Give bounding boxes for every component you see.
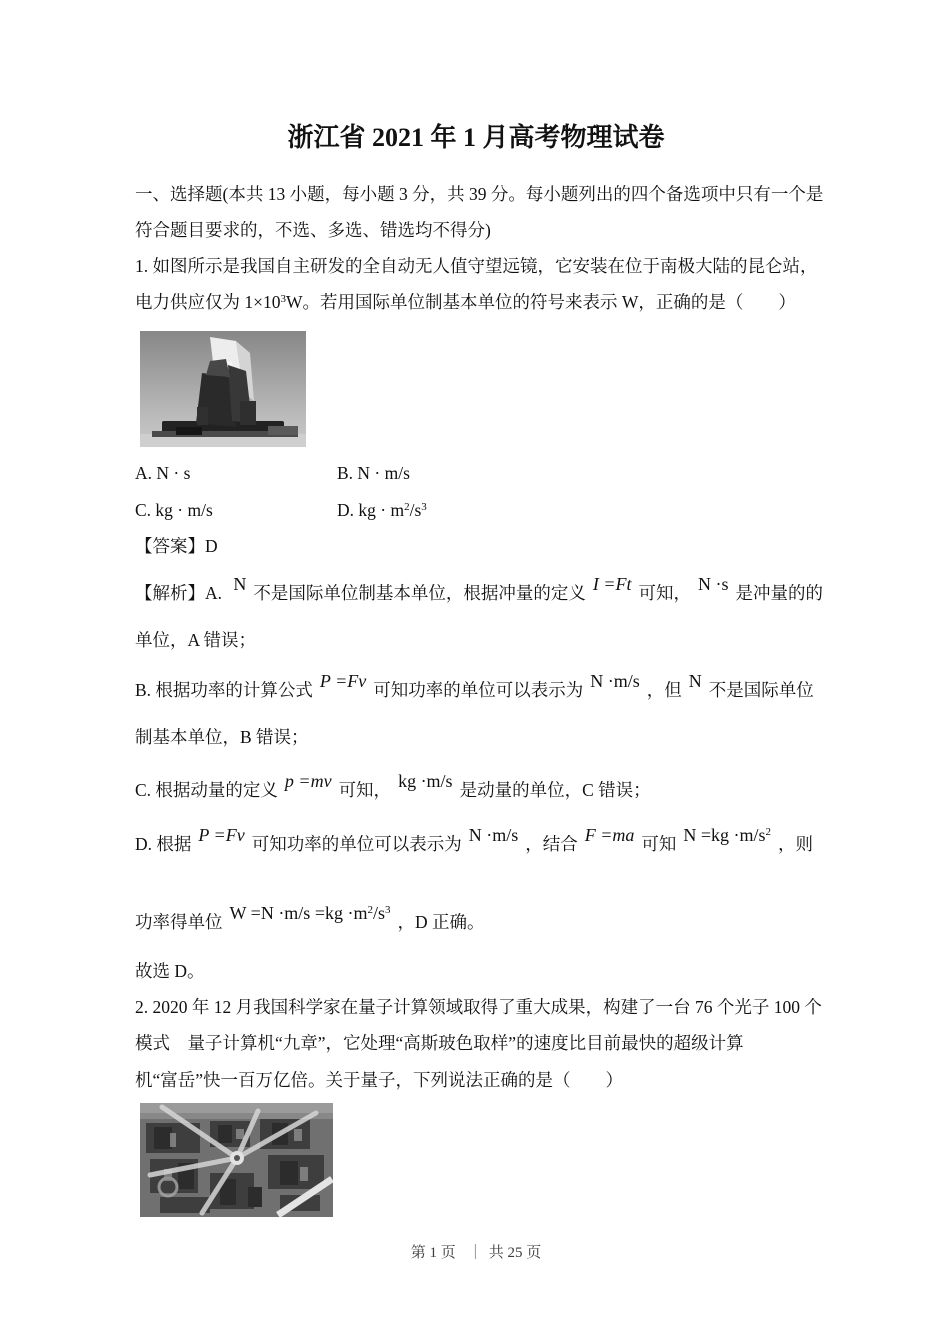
q1-options-row1 xyxy=(135,455,817,491)
q1-power-exponent: 3 xyxy=(280,293,286,305)
section-header-line1: 一、选择题(本共 13 小题，每小题 3 分，共 39 分。每小题列出的四个备选项中只有一个是 xyxy=(135,184,824,204)
q1-power-text: 电力供应仅为 1×10 xyxy=(135,292,281,312)
quantum-computer-photo xyxy=(140,1103,817,1217)
footer-page-number: 第 1 页 xyxy=(410,1245,456,1261)
formula-kg-m-s: kg ·m/s xyxy=(398,771,453,791)
formula-N: N xyxy=(688,671,702,691)
q1-analysis-line-b1: B. 根据功率的计算公式 P =Fv 可知功率的单位可以表示为 N ·m/s ，但 N 不是国际单位 xyxy=(135,671,814,700)
q2-text-line2: 模式 量子计算机“九章”，它处理“高斯玻色取样”的速度比目前最快的超级计算 xyxy=(135,1033,744,1053)
q1-option-d: D. kg · $m^2/s^3$ xyxy=(337,500,427,520)
q1-answer-line: 【答案】D xyxy=(135,536,218,556)
q1-option-c: C. kg · m/s xyxy=(135,500,213,520)
formula-P-eq-Fv: P =Fv xyxy=(198,825,245,845)
q1-analysis-line-d1: D. 根据 P =Fv 可知功率的单位可以表示为 N ·m/s ，结合 F =ma 可知 $N =kg \cdot m/s^2$，则 xyxy=(135,825,813,854)
formula-P-eq-Fv: P =Fv xyxy=(319,671,367,691)
q2-text-line3: 机“富岳”快一百万亿倍。关于量子，下列说法正确的是（ ） xyxy=(135,1070,624,1090)
formula-N-m-s: N ·m/s xyxy=(590,671,640,691)
page-title: 浙江省 2021 年 1 月高考物理试卷 xyxy=(287,123,665,152)
q1-text-line2-rest: W。若用国际单位制基本单位的符号来表示 W，正确的是（ ） xyxy=(286,292,796,312)
q1-text-line1: 1. 如图所示是我国自主研发的全自动无人值守望远镜，它安装在位于南极大陆的昆仑站， xyxy=(135,256,818,276)
footer-total-pages: 共 25 页 xyxy=(488,1245,542,1261)
formula-N-s: N ·s xyxy=(698,574,729,594)
footer-separator: ｜ xyxy=(467,1245,483,1261)
q1-analysis-line-c: C. 根据动量的定义 p =mv 可知， kg ·m/s 是动量的单位，C 错误； xyxy=(135,771,651,800)
q1-analysis-line-d2: 功率得单位 $W =N \cdot m/s =kg \cdot m^2/s^3$，D 正确。 xyxy=(135,903,485,932)
formula-N-eq-kg-m-s2: $N =kg \cdot m/s^2$ xyxy=(683,825,771,845)
q1-option-a: A. N · s xyxy=(135,463,191,483)
q1-text-line2 xyxy=(135,284,817,320)
telescope-photo xyxy=(140,331,817,447)
formula-N-m-s: N ·m/s xyxy=(468,825,519,845)
formula-I-eq-Ft: I =Ft xyxy=(592,574,632,594)
q1-option-b: B. N · m/s xyxy=(337,463,410,483)
q1-options-row2 xyxy=(135,492,817,528)
q1-analysis-line-a1: 【解析】A. N 不是国际单位制基本单位，根据冲量的定义 I =Ft 可知， N ·s 是冲量的的 xyxy=(135,574,824,603)
q1-analysis-line-b2: 制基本单位，B 错误； xyxy=(135,727,309,747)
formula-N: N xyxy=(233,574,247,594)
formula-F-eq-ma: F =ma xyxy=(584,825,635,845)
q1-conclusion-line: 故选 D。 xyxy=(135,961,205,981)
q1-analysis-line-a2: 单位，A 错误； xyxy=(135,630,257,650)
formula-p-eq-mv: p =mv xyxy=(284,771,332,791)
section-header-line2: 符合题目要求的，不选、多选、错选均不得分) xyxy=(135,220,491,240)
page-footer xyxy=(135,1243,817,1263)
q2-text-line1: 2. 2020 年 12 月我国科学家在量子计算领域取得了重大成果，构建了一台 76 个光子 100 个 xyxy=(135,997,822,1017)
formula-W-eq-kg-m2-s3: $W =N \cdot m/s =kg \cdot m^2/s^3$ xyxy=(229,903,391,923)
